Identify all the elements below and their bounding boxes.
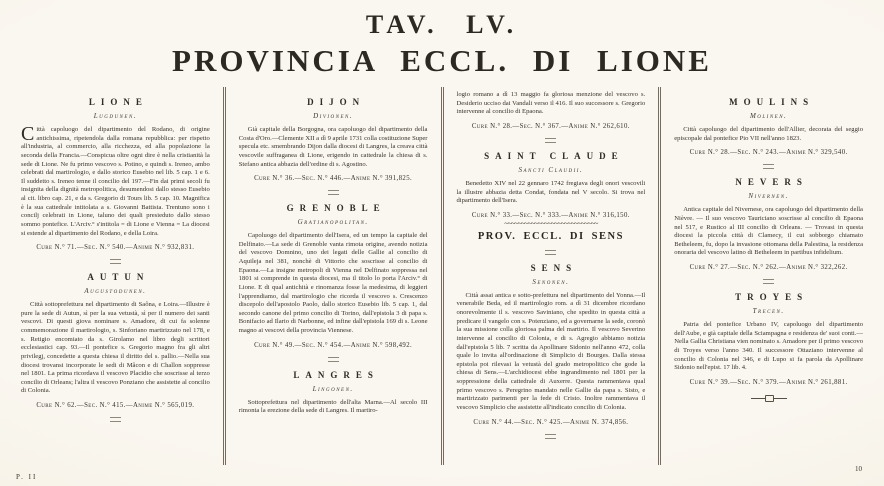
diocese-section xyxy=(674,292,863,386)
diocese-name: TROYES xyxy=(735,292,809,302)
diocese-section xyxy=(674,97,863,156)
diocese-statistics: Cure N.° 27.—Sec. N.° 262.—Anime N.° 322,262. xyxy=(689,264,848,271)
diocese-latin-name: Senonen. xyxy=(532,277,570,286)
footer-page-right: 10 xyxy=(855,465,862,473)
diocese-section xyxy=(674,177,863,271)
diocese-name: AUTUN xyxy=(87,272,150,283)
column-3 xyxy=(441,87,659,465)
section-separator xyxy=(763,164,774,169)
diocese-description: logio romano a dì 13 maggio fa gloriosa menzione del vescovo s. Desiderio ucciso dai Vandali verso il 416. Il suo successore s. Gregorio intervenne al concilio di Epaona. xyxy=(456,91,646,116)
diocese-section xyxy=(239,203,428,349)
column-1 xyxy=(8,87,223,465)
columns xyxy=(0,87,884,465)
diocese-name: LANGRES xyxy=(293,369,379,380)
diocese-statistics: Cure N.° 28.—Sec. N.° 243.—Anime N.° 329,540. xyxy=(689,149,848,157)
page-header xyxy=(0,0,884,79)
diocese-description: Benedetto XIV nel 22 gennaro 1742 fregiava degli onori vescovili la illustre abbazia detta Condat, fondata nel V secolo. Si trova nel dipartimento dell'Isera. xyxy=(456,179,646,205)
diocese-description: Città sottoprefettura nel dipartimento di Saôna, e Loira.—Illustre è pure la sede di Autun, sì per la sua vetustà, sì per il numero dei santi vescovi. Di questi giova nominare s. Amadore, di cui fa solenne commemorazione il martirologio, s. Sinforiano martirizzato nel 178, e s. Retigio encomiato da s. Girolamo nel libro degli scrittori ecclesiastici cap. 93.—Il pontefice s. Gregorio magno fra gli altri privilegj, concedette a questa chiesa il diritto del s. pallio.—Nella sua diocesi trovansi incorporate le sedi di Mâcon e di Challon soppresse nel 1801. La prima ricordava il vescovo Placidio che soscrisse al terzo concilio di Orleans; l'altra il vescovo Ponziano che assistette al concilio di Colonia. xyxy=(21,301,210,395)
footer-page-left: P. II xyxy=(16,473,38,481)
section-separator xyxy=(328,357,339,362)
column-4 xyxy=(658,87,876,465)
diocese-description: Capoluogo del dipartimento dell'Isera, ed un tempo la capitale del Delfinato.—La sede di Grenoble vanta rimota origine, avendo notizia del vescovo Domnino, uno dei legati delle Gallie al concilio di Aquileja nel 381, nonchè di Vittorio che soscrisse al concilio di Epaona.—La insigne metropoli di Vienna nel Delfinato soppressa nel 1801 si comprende in questa diocesi, ma il titolo lo porta l'Arciv.° di Lione. E di qual antichità e rinomanza fosse la medesima, di leggieri l'apprendiamo, dal martirologio che ricorda il vescovo s. Crescenzo discepolo dell'apostolo Paolo, dallo storico Eusebio lib. 5 cap. 1, dal secondo canone del primo concilio di Torino, dall'epistola 3 di papa s. Bonifacio ad Ilario di Narbonne, ed infine dall'epistola 169 di s. Leone magno ai vescovi della provincia Viennese. xyxy=(238,232,428,334)
diocese-name: SAINT CLAUDE xyxy=(484,150,624,161)
diocese-latin-name: Trecen. xyxy=(752,307,785,315)
diocese-statistics: Cure N.° 49.—Sec. N.° 454.—Anime N.° 598,492. xyxy=(254,341,413,349)
section-separator xyxy=(328,190,339,195)
diocese-latin-name: Molinen. xyxy=(749,112,788,120)
diocese-section xyxy=(457,263,646,426)
diocese-description: Antica capitale del Nivernese, ora capoluogo del dipartimento della Nièvre. — Il suo vescovo Tauriciano soscrisse al concilio di Epaona nel 517, e Rustico al III concilio di Orleans. — Trovasi in questa diocesi la piccola città di Clamecy, il cui sobborgo chiamato Betheleem, fu, dopo la invasione ottomana della Palestina, la residenza onoraria del vescovo latino di Betheleem in partibus infidelium. xyxy=(674,206,863,257)
diocese-statistics: Cure N.° 39.—Sec. N.° 379.—Anime N.° 261,881. xyxy=(689,378,848,386)
diocese-name: SENS xyxy=(530,262,578,273)
diocese-latin-name: Nivernen. xyxy=(748,192,789,201)
end-ornament xyxy=(751,394,787,403)
diocese-description: Città capoluogo del dipartimento dell'Allier, decorata del seggio episcopale dal pontefice Pio VII nell'anno 1823. xyxy=(674,126,863,142)
diocese-statistics: Cure N.° 62.—Sec. N.° 415.—Anime N.° 565,019. xyxy=(36,402,195,409)
page-title: TAV. LV. xyxy=(365,10,519,39)
diocese-name: LIONE xyxy=(88,97,148,107)
diocese-latin-name: Gratianopolitan. xyxy=(297,218,369,227)
diocese-name: GRENOBLE xyxy=(286,203,386,214)
diocese-section-continuation xyxy=(457,91,646,130)
diocese-section xyxy=(21,272,210,409)
column-2 xyxy=(223,87,441,465)
diocese-latin-name: Divionen. xyxy=(313,112,354,120)
diocese-name: MOULINS xyxy=(729,97,815,107)
diocese-section xyxy=(239,370,428,416)
diocese-description: Città assai antica e sotto-prefettura nel dipartimento del Yonna.—Il venerabile Beda, ed il martirologio rom. a dì 31 dicembre ricordano onorevolmente il s. vescovo Saviniano, che spedito in questa città a predicare il vangelo con s. Potenziano, ed a governarne la sede, coronò la sua missione colla gloriosa palma del martirio. Il vescovo Severino intervenne al concilio di Colonia, e di s. Agregio abbiamo notizia dall'epistola 5 lib. 7 scritta da Apollinare Sidonio nell'anno 472, colla quale lo invita all'ordinazione di Simplicio di Bourges. Dalla stessa epistola poi rilevasi la vetustà del grado metropolitico che gode la chiesa di Sens.—L'archidiocesi ebbe ingrandimento nel 1801 per la soppressione della cattedrale di Auxerre. Questa rammentava qual primo vescovo s. Peregrino mandato nelle Gallie da papa s. Sisto, e martirizzato parimenti per la fede di Cristo. Inoltre rammentava il vescovo Simplicio che assistette all'indicato concilio di Colonia. xyxy=(456,291,646,411)
diocese-section xyxy=(457,151,646,219)
diocese-statistics: Cure N.° 44.—Sec. N.° 425.—Anime N. 374,856. xyxy=(473,418,629,426)
diocese-section xyxy=(239,97,428,182)
diocese-description: Patria del pontefice Urbano IV, capoluogo del dipartimento dell'Aube, e già capitale della Sciampagna e residenza de' suoi conti.—Nella Gallia Christiana vien nominato s. Amadore per il primo vescovo di Troyes verso l'anno 340. Il successore Ottaziano intervenne al concilio di Colonia nel 346, e di Lupo si fa parola da Apollinare Sidonio nell'epist. 17 lib. 4. xyxy=(674,321,863,372)
diocese-statistics: Cure N.° 33.—Sec. N.° 333.—Anime N.° 316,150. xyxy=(471,211,630,219)
diocese-latin-name: Lingonen. xyxy=(312,384,354,393)
section-separator xyxy=(763,279,774,284)
diocese-statistics: Cure N.° 28.—Sec. N.° 367.—Anime N.° 262,610. xyxy=(471,122,630,130)
diocese-latin-name: Lugdunen. xyxy=(93,112,138,120)
diocese-name: NEVERS xyxy=(735,177,808,188)
page-subtitle: PROVINCIA ECCL. DI LIONE xyxy=(172,43,712,78)
province-squiggle-ornament: ~~~~~~~~~~~~~~~~~~~~~~~~~~~~ xyxy=(504,220,598,227)
diocese-description: Città capoluogo del dipartimento del Rodano, di origine antichissima, ripetendola dalla romana repubblica: per rispetto all'industria, al commercio, alla ricchezza, ed alla popolazione la seconda della Francia.—Conspicua oltre ogni dire è nella cristianità la sede di Lione. Ne fu primo vescovo s. Potino, e quindi s. Ireneo, ambo celebrati dal martirologio, e dallo storico Eusebio nel lib. 5 cap. 1 e 6. Il suddetto s. Ireneo tenne il concilio del 197.—Fin dai primi secoli fu insignita della dignità metropolitica, desumendosi dallo stesso Eusebio al cit. libro cap. 21, e da s. Gregorio di Tours lib. 5 cap. 10. Magnifica è la sua cattedrale intitolata a s. Giovanni Battista. Trentuno sono i concilj celebrati in Lione, taluno dei quali presieduto dallo stesso sommo pontefice. L'Arciv.° s'intitola = di Lione e Vienna = La diocesi si estende al dipartimento del Rodano, e della Loira. xyxy=(21,123,210,237)
section-separator xyxy=(545,138,556,143)
diocese-description: Sottoprefettura nel dipartimento dell'alta Marna.—Al secolo III rimonta la erezione della sede di Langres. Il martiro- xyxy=(238,398,428,415)
section-separator xyxy=(545,250,556,255)
diocese-name: DIJON xyxy=(307,97,366,107)
section-separator xyxy=(110,259,121,264)
section-separator xyxy=(545,434,556,439)
diocese-latin-name: Augustodunen. xyxy=(84,287,147,296)
diocese-statistics: Cure N.° 71.—Sec. N.° 540.—Anime N.° 932,831. xyxy=(36,244,195,252)
diocese-latin-name: Sancti Claudii. xyxy=(518,165,584,174)
province-header-section xyxy=(457,221,646,242)
diocese-section xyxy=(21,97,210,251)
province-header: PROV. ECCL. DI SENS xyxy=(477,230,624,242)
diocese-description: Già capitale della Borgogna, ora capoluogo del dipartimento della Costa d'Oro.—Clemente XII a dì 9 aprile 1731 colla costituzione Super specula etc. smembrando Dijon dalla diocesi di Langres, la creava città vescovile suffraganea di Lione, erigendo in cattedrale la chiesa di s. Stefano antica abbazia dell'ordine di s. Agostino. xyxy=(238,126,428,168)
section-separator xyxy=(110,417,121,422)
diocese-statistics: Cure N.° 36.—Sec. N.° 446.—Anime N.° 391,825. xyxy=(254,175,413,183)
